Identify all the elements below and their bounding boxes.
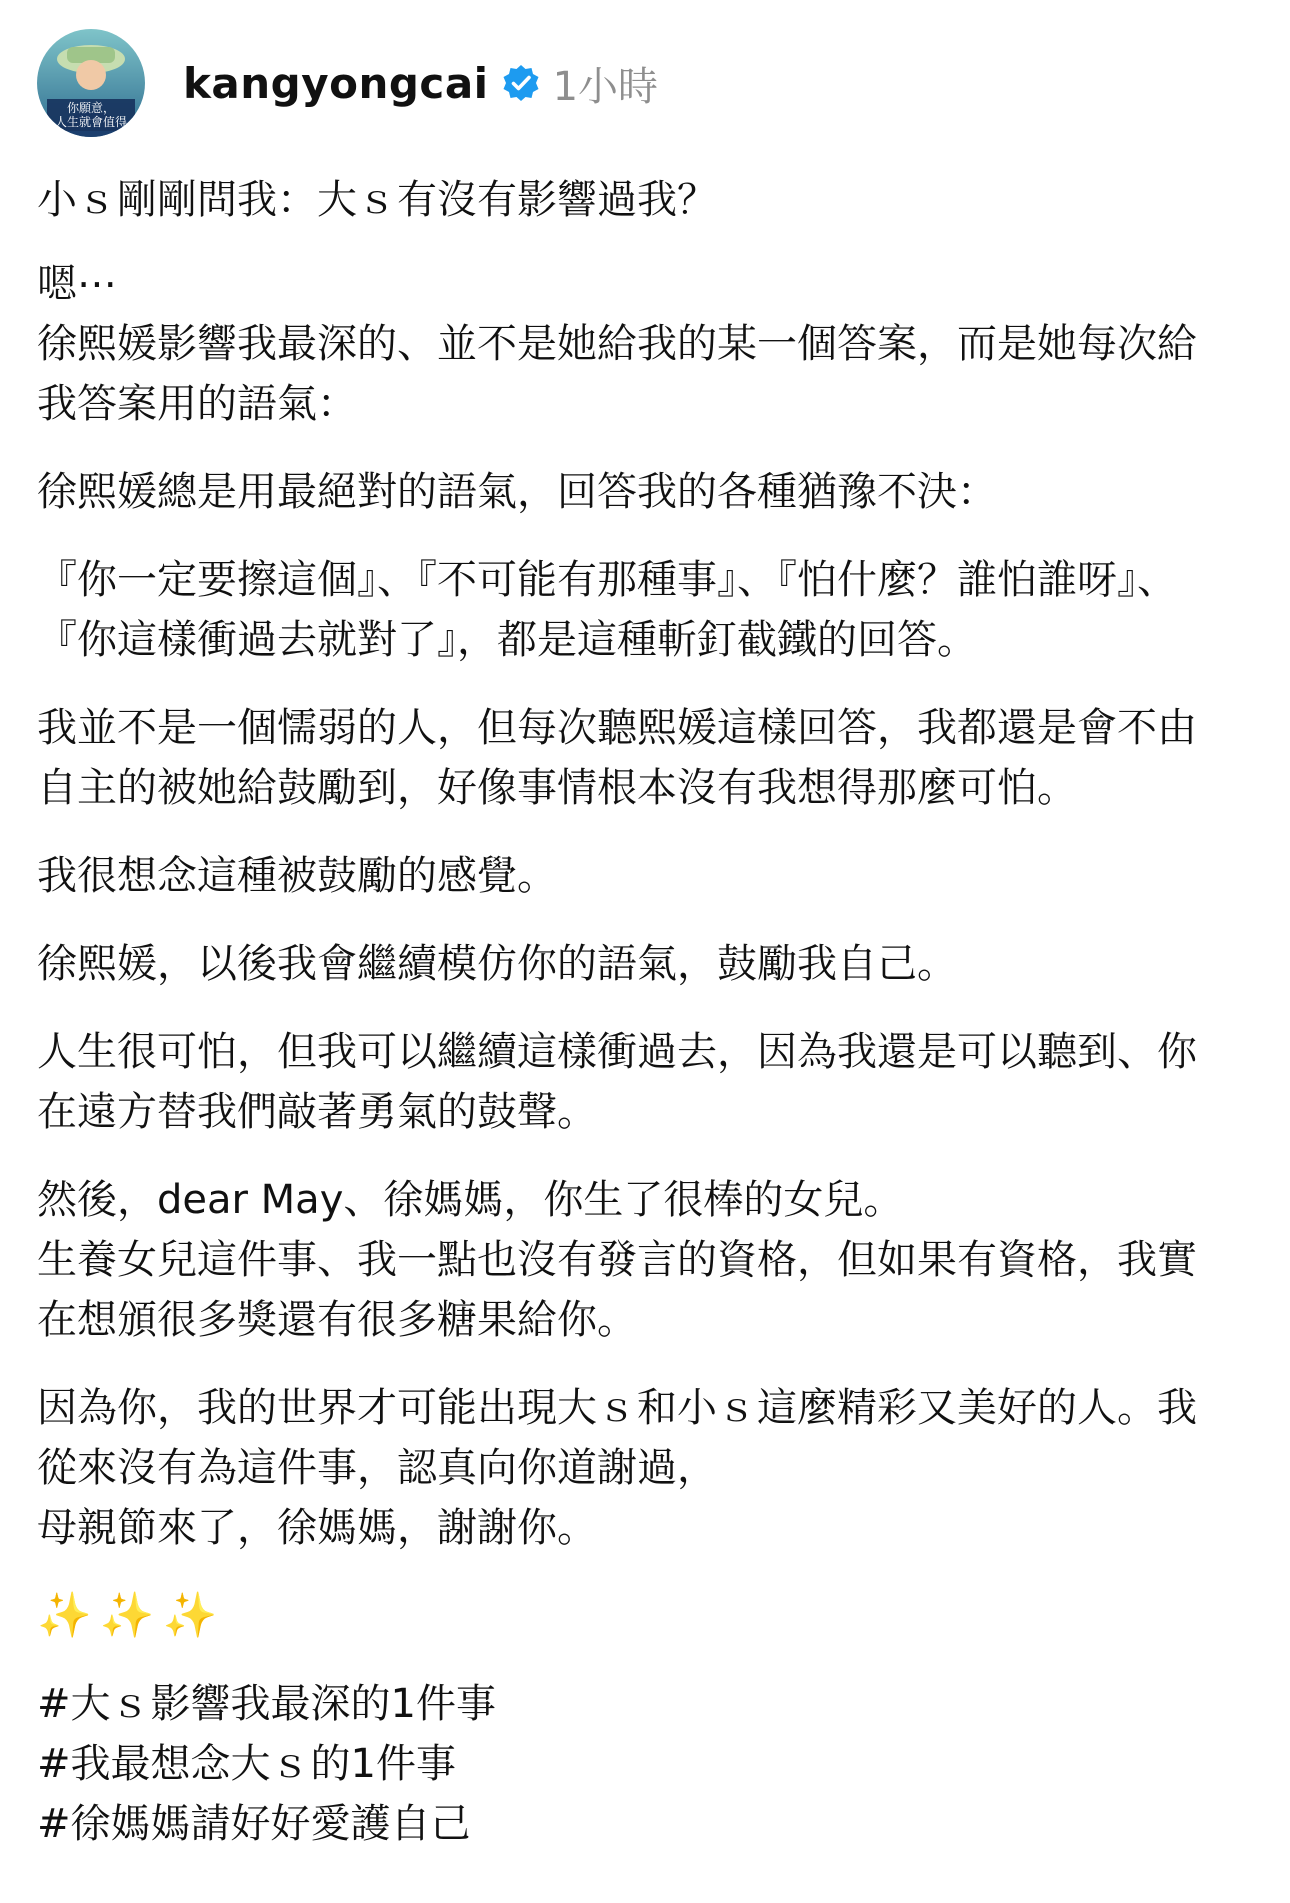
verified-badge-icon bbox=[501, 63, 541, 103]
user-meta bbox=[183, 55, 658, 112]
text-line: 人生很可怕，但我可以繼續這樣衝過去，因為我還是可以聽到、你 bbox=[37, 1029, 1197, 1075]
text-line: 我並不是一個懦弱的人，但每次聽熙媛這樣回答，我都還是會不由 bbox=[37, 705, 1197, 751]
text-line: 我很想念這種被鼓勵的感覺。 bbox=[37, 853, 557, 899]
text-line: 從來沒有為這件事，認真向你道謝過， bbox=[37, 1445, 717, 1491]
post-time: 1小時 bbox=[552, 63, 659, 110]
avatar-text-line2: 人生就會值得 bbox=[54, 115, 128, 129]
text-line: 自主的被她給鼓勵到，好像事情根本沒有我想得那麼可怕。 bbox=[37, 765, 1077, 811]
text-line: 生養女兒這件事、我一點也沒有發言的資格，但如果有資格，我實 bbox=[37, 1237, 1197, 1283]
hashtag-link[interactable]: #徐媽媽請好好愛護自己 bbox=[37, 1801, 471, 1847]
avatar-text-line1: 你願意， bbox=[66, 101, 116, 115]
text-line: 徐熙媛總是用最絕對的語氣，回答我的各種猶豫不決： bbox=[37, 469, 997, 515]
hashtag-link[interactable]: #我最想念大ｓ的1件事 bbox=[37, 1741, 456, 1787]
username[interactable]: kangyongcai bbox=[183, 58, 489, 108]
text-line: 小ｓ剛剛問我：大ｓ有沒有影響過我？ bbox=[37, 177, 717, 223]
sparkles-emoji: ✨✨✨ bbox=[37, 1590, 226, 1641]
post-header bbox=[37, 28, 658, 138]
text-line: 嗯⋯ bbox=[37, 261, 117, 307]
avatar[interactable] bbox=[37, 29, 145, 137]
text-line: 母親節來了，徐媽媽，謝謝你。 bbox=[37, 1505, 597, 1551]
text-line: 『你這樣衝過去就對了』，都是這種斬釘截鐵的回答。 bbox=[37, 617, 977, 663]
text-line: 徐熙媛影響我最深的、並不是她給我的某一個答案，而是她每次給 bbox=[37, 321, 1197, 367]
text-line: 在遠方替我們敲著勇氣的鼓聲。 bbox=[37, 1089, 597, 1135]
hashtag-link[interactable]: #大ｓ影響我最深的1件事 bbox=[37, 1681, 496, 1727]
post-body bbox=[37, 170, 1262, 1854]
text-line: 在想頒很多獎還有很多糖果給你。 bbox=[37, 1297, 637, 1343]
text-line: 因為你，我的世界才可能出現大ｓ和小ｓ這麼精彩又美好的人。我 bbox=[37, 1385, 1197, 1431]
text-line: 然後，dear May、徐媽媽，你生了很棒的女兒。 bbox=[37, 1177, 904, 1223]
text-line: 『你一定要擦這個』、『不可能有那種事』、『怕什麼？誰怕誰呀』、 bbox=[37, 557, 1177, 603]
text-line: 徐熙媛，以後我會繼續模仿你的語氣，鼓勵我自己。 bbox=[37, 941, 957, 987]
text-line: 我答案用的語氣： bbox=[37, 381, 357, 427]
